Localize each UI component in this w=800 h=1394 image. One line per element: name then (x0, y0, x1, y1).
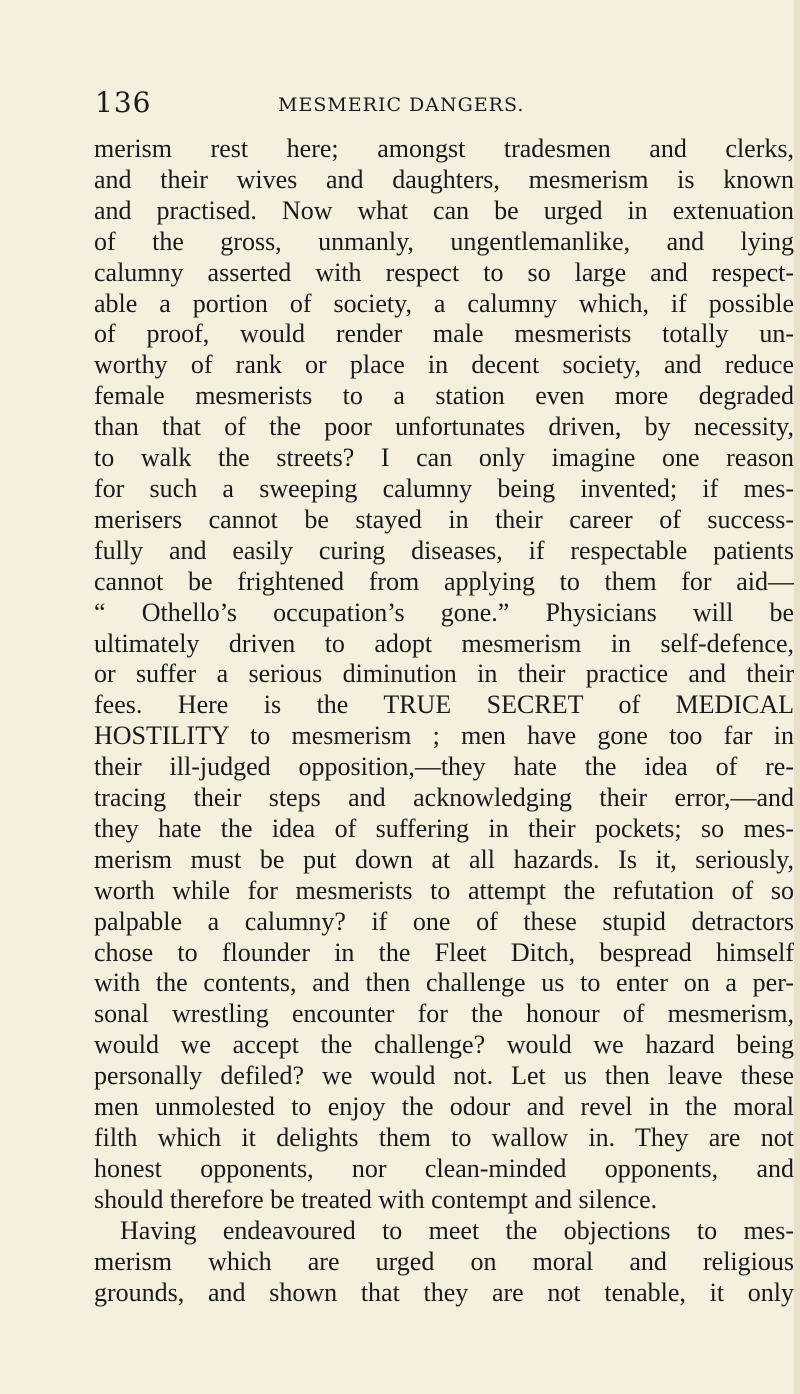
text-line: of the gross, unmanly, ungentlemanlike, and lying (94, 226, 794, 256)
text-line: of proof, would render male mesmerists totally un- (94, 319, 794, 349)
text-line: for such a sweeping calumny being invented; if mes- (94, 473, 794, 503)
text-line: merisers cannot be stayed in their career of success- (94, 504, 794, 534)
text-line: to walk the streets? I can only imagine one reason (94, 443, 794, 473)
text-line: able a portion of society, a calumny which, if possible (94, 288, 794, 318)
text-line: ultimately driven to adopt mesmerism in self-defence, (94, 628, 794, 658)
text-line: “ Othello’s occupation’s gone.” Physicians will be (94, 597, 794, 627)
text-line: and their wives and daughters, mesmerism is known (94, 164, 794, 194)
text-line: tracing their steps and acknowledging their error,—and (94, 783, 794, 813)
page-number: 136 (95, 86, 152, 119)
text-line: personally defiled? we would not. Let us then leave these (94, 1061, 794, 1091)
text-line: female mesmerists to a station even more degraded (94, 381, 794, 411)
text-line: and practised. Now what can be urged in extenuation (94, 195, 794, 225)
text-line: grounds, and shown that they are not tenable, it only (94, 1277, 794, 1307)
running-title: MESMERIC DANGERS. (278, 94, 525, 116)
text-line: with the contents, and then challenge us to enter on a per- (94, 968, 794, 998)
text-line: HOSTILITY to mesmerism ; men have gone too far in (94, 721, 794, 751)
text-line: cannot be frightened from applying to them for aid— (94, 566, 794, 596)
text-line: sonal wrestling encounter for the honour of mesmerism, (94, 999, 794, 1029)
text-line: they hate the idea of suffering in their pockets; so mes- (94, 813, 794, 843)
text-line: men unmolested to enjoy the odour and revel in the moral (94, 1092, 794, 1122)
text-line: fully and easily curing diseases, if respectable patients (94, 535, 794, 565)
text-line: palpable a calumny? if one of these stupid detractors (94, 906, 794, 936)
paragraph-start-line: Having endeavoured to meet the objections to mes- (120, 1215, 794, 1245)
text-line: should therefore be treated with contempt and silence. (94, 1184, 658, 1214)
body-text (94, 134, 794, 1308)
text-line: calumny asserted with respect to so large and respect- (94, 257, 794, 287)
text-line: merism rest here; amongst tradesmen and clerks, (94, 134, 794, 163)
text-line: would we accept the challenge? would we hazard being (94, 1030, 794, 1060)
text-line: worth while for mesmerists to attempt the refutation of so (94, 875, 794, 905)
text-line: merism which are urged on moral and religious (94, 1246, 794, 1276)
text-line: or suffer a serious diminution in their practice and their (94, 659, 794, 689)
text-line: their ill-judged opposition,—they hate the idea of re- (94, 752, 794, 782)
text-line: merism must be put down at all hazards. Is it, seriously, (94, 844, 794, 874)
text-line: filth which it delights them to wallow in. They are not (94, 1123, 794, 1152)
text-line: fees. Here is the TRUE SECRET of MEDICAL (94, 690, 794, 720)
page-edge-shadow (794, 0, 800, 1394)
text-line: than that of the poor unfortunates driven, by necessity, (94, 412, 794, 442)
text-line: honest opponents, nor clean-minded opponents, and (94, 1153, 794, 1183)
text-line: worthy of rank or place in decent society, and reduce (94, 350, 794, 380)
text-line: chose to flounder in the Fleet Ditch, bespread himself (94, 937, 794, 967)
